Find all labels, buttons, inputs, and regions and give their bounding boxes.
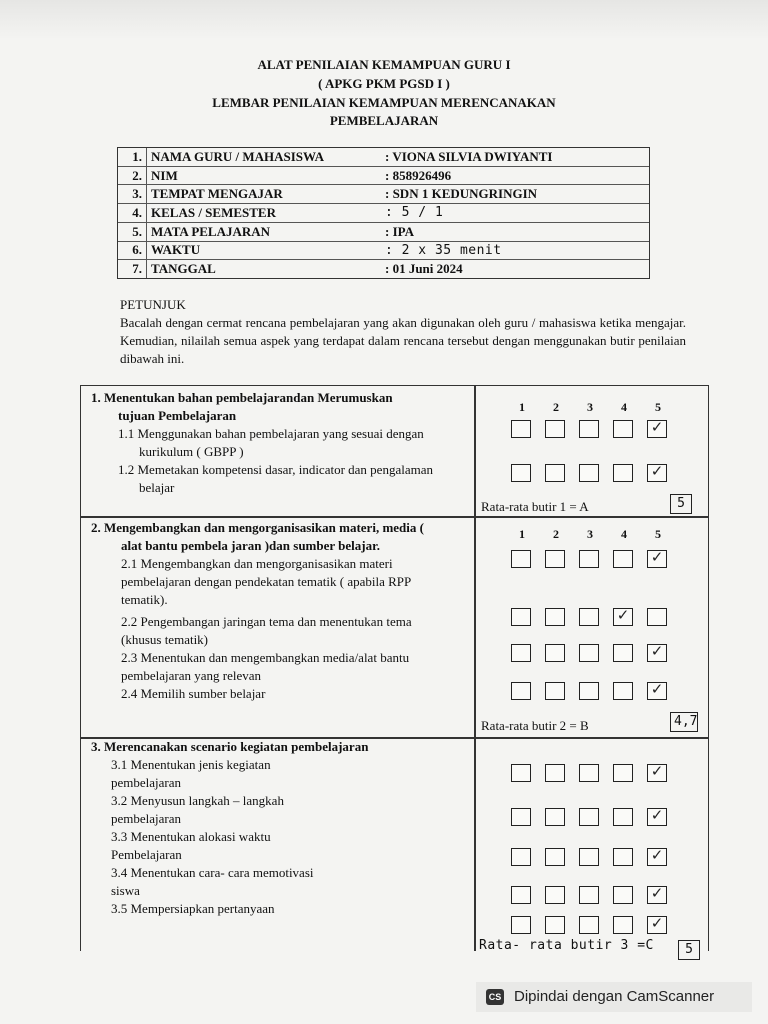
- item-3-1: 3.1 Menentukan jenis kegiatan: [111, 757, 271, 772]
- camscanner-logo-icon: CS: [486, 989, 504, 1005]
- score-checkbox[interactable]: [545, 916, 565, 934]
- info-label: TEMPAT MENGAJAR: [147, 185, 382, 204]
- score-checkbox[interactable]: [511, 808, 531, 826]
- info-num: 5.: [118, 222, 147, 241]
- item-2-3-cont: pembelajaran yang relevan: [121, 668, 262, 683]
- check-mark-icon: ✓: [650, 762, 664, 780]
- score-checkbox[interactable]: [613, 764, 633, 782]
- score-checkbox[interactable]: [613, 808, 633, 826]
- info-row: [118, 241, 649, 260]
- score-checkbox[interactable]: [511, 682, 531, 700]
- score-checkbox[interactable]: [647, 916, 667, 934]
- camscanner-watermark: [476, 982, 752, 1012]
- info-row: [118, 260, 649, 278]
- instructions-title: PETUNJUK: [120, 297, 186, 312]
- score-checkbox[interactable]: [545, 550, 565, 568]
- item-3-2-cont: pembelajaran: [111, 811, 182, 826]
- score-checkbox[interactable]: [545, 608, 565, 626]
- scale-label: 3: [587, 527, 593, 541]
- score-checkbox[interactable]: [511, 464, 531, 482]
- assessment-grid: [80, 385, 709, 957]
- check-mark-icon: ✓: [616, 606, 630, 624]
- info-row: [118, 166, 649, 185]
- info-label: TANGGAL: [151, 261, 216, 277]
- item-3-4: 3.4 Menentukan cara- cara memotivasi: [111, 865, 314, 880]
- section-1: [91, 389, 471, 497]
- instructions-text: Bacalah dengan cermat rencana pembelajaran yang akan digunakan oleh guru / mahasiswa ketika mengajar. Kemudian, nilailah semua aspek yang terdapat dalam rencana tersebut dengan menggunakan butir penilaian dibawah ini.: [120, 315, 686, 366]
- average-value-b: 4,7: [670, 712, 698, 732]
- info-num: 4.: [118, 204, 147, 223]
- scale-label: 1: [519, 527, 525, 541]
- scale-label: 5: [655, 400, 661, 414]
- check-mark-icon: ✓: [650, 914, 664, 932]
- item-1-1: 1.1 Menggunakan bahan pembelajaran yang sesuai dengan: [118, 426, 424, 441]
- info-num: 7.: [118, 260, 147, 278]
- score-checkbox[interactable]: [511, 764, 531, 782]
- score-checkbox[interactable]: [545, 808, 565, 826]
- info-row: [118, 185, 649, 204]
- score-checkbox[interactable]: [613, 916, 633, 934]
- info-value: : VIONA SILVIA DWIYANTI: [381, 148, 649, 166]
- info-value: : SDN 1 KEDUNGRINGIN: [381, 185, 649, 204]
- average-label-c: Rata- rata butir 3 =C: [479, 938, 654, 953]
- doc-title-line1: ALAT PENILAIAN KEMAMPUAN GURU I: [257, 57, 511, 72]
- info-label: KELAS / SEMESTER: [147, 204, 382, 223]
- section-2: [91, 519, 471, 703]
- score-checkbox[interactable]: [511, 420, 531, 438]
- score-checkbox[interactable]: [579, 848, 599, 866]
- section-1-title: 1. Menentukan bahan pembelajarandan Merumuskan: [91, 390, 393, 405]
- item-1-2-cont: belajar: [139, 480, 175, 495]
- check-mark-icon: ✓: [650, 642, 664, 660]
- check-mark-icon: ✓: [650, 846, 664, 864]
- column-divider: [474, 386, 476, 951]
- info-value: : 01 Juni 2024: [385, 261, 463, 277]
- info-label: MATA PELAJARAN: [147, 222, 382, 241]
- info-label: NAMA GURU / MAHASISWA: [147, 148, 382, 166]
- check-mark-icon: ✓: [650, 548, 664, 566]
- info-num: 6.: [118, 241, 147, 260]
- score-checkbox[interactable]: [545, 644, 565, 662]
- section-2-title-cont: alat bantu pembela jaran )dan sumber belajar.: [121, 538, 380, 553]
- score-checkbox[interactable]: [511, 644, 531, 662]
- scale-label: 3: [587, 400, 593, 414]
- check-mark-icon: ✓: [650, 462, 664, 480]
- section-3: [91, 738, 471, 918]
- doc-title-line3: LEMBAR PENILAIAN KEMAMPUAN MERENCANAKAN: [212, 95, 556, 110]
- score-checkbox[interactable]: [647, 608, 667, 626]
- scale-label: 4: [621, 400, 627, 414]
- score-checkbox[interactable]: [545, 848, 565, 866]
- score-checkbox[interactable]: [647, 644, 667, 662]
- item-3-5: 3.5 Mempersiapkan pertanyaan: [111, 901, 275, 916]
- score-checkbox[interactable]: [613, 550, 633, 568]
- check-mark-icon: ✓: [650, 806, 664, 824]
- score-checkbox[interactable]: [579, 916, 599, 934]
- section-divider: [81, 516, 708, 518]
- check-mark-icon: ✓: [650, 884, 664, 902]
- score-checkbox[interactable]: [579, 808, 599, 826]
- score-checkbox[interactable]: [545, 682, 565, 700]
- item-3-3-cont: Pembelajaran: [111, 847, 182, 862]
- score-checkbox[interactable]: [579, 464, 599, 482]
- scale-label: 4: [621, 527, 627, 541]
- camscanner-text: Dipindai dengan CamScanner: [514, 988, 715, 1005]
- identity-table: [117, 147, 650, 279]
- section-2-title: 2. Mengembangkan dan mengorganisasikan materi, media (: [91, 520, 424, 535]
- check-mark-icon: ✓: [650, 680, 664, 698]
- item-2-2: 2.2 Pengembangan jaringan tema dan menentukan tema: [121, 614, 412, 629]
- score-checkbox[interactable]: [545, 764, 565, 782]
- scale-label: 1: [519, 400, 525, 414]
- score-checkbox[interactable]: [545, 886, 565, 904]
- info-num: 1.: [118, 148, 147, 166]
- score-checkbox[interactable]: [579, 550, 599, 568]
- item-3-2: 3.2 Menyusun langkah – langkah: [111, 793, 284, 808]
- score-checkbox[interactable]: [613, 644, 633, 662]
- info-label: NIM: [147, 166, 382, 185]
- scale-label: 2: [553, 527, 559, 541]
- score-checkbox[interactable]: [579, 420, 599, 438]
- score-checkbox[interactable]: [613, 886, 633, 904]
- info-row: [118, 222, 649, 241]
- info-row: [118, 204, 649, 223]
- item-3-3: 3.3 Menentukan alokasi waktu: [111, 829, 271, 844]
- score-checkbox[interactable]: [545, 464, 565, 482]
- score-checkbox[interactable]: [647, 550, 667, 568]
- info-value: : 2 x 35 menit: [381, 241, 649, 260]
- section-3-title: 3. Merencanakan scenario kegiatan pembelajaran: [91, 739, 369, 754]
- score-checkbox[interactable]: [613, 682, 633, 700]
- score-checkbox[interactable]: [579, 764, 599, 782]
- score-checkbox[interactable]: [511, 916, 531, 934]
- item-2-2-cont: (khusus tematik): [121, 632, 209, 647]
- score-checkbox[interactable]: [613, 420, 633, 438]
- item-2-3: 2.3 Menentukan dan mengembangkan media/alat bantu: [121, 650, 410, 665]
- item-2-1: 2.1 Mengembangkan dan mengorganisasikan materi: [121, 556, 393, 571]
- score-checkbox[interactable]: [511, 550, 531, 568]
- score-checkbox[interactable]: [511, 608, 531, 626]
- item-3-4-cont: siswa: [111, 883, 140, 898]
- average-label-a: Rata-rata butir 1 = A: [481, 499, 589, 514]
- info-num: 3.: [118, 185, 147, 204]
- info-row: [118, 148, 649, 166]
- top-edge-shadow: [0, 0, 768, 40]
- item-2-1-cont2: tematik).: [121, 592, 168, 607]
- info-num: 2.: [118, 166, 147, 185]
- instructions: [120, 296, 686, 368]
- average-label-b: Rata-rata butir 2 = B: [481, 718, 589, 733]
- item-2-4: 2.4 Memilih sumber belajar: [121, 686, 266, 701]
- doc-title-line2: ( APKG PKM PGSD I ): [318, 76, 450, 91]
- score-checkbox[interactable]: [579, 682, 599, 700]
- info-value: : IPA: [381, 222, 649, 241]
- average-value-c: 5: [678, 940, 700, 960]
- score-checkbox[interactable]: [647, 420, 667, 438]
- info-label: WAKTU: [147, 241, 382, 260]
- score-checkbox[interactable]: [647, 886, 667, 904]
- scale-label: 5: [655, 527, 661, 541]
- score-checkbox[interactable]: [579, 644, 599, 662]
- item-3-1-cont: pembelajaran: [111, 775, 182, 790]
- scale-label: 2: [553, 400, 559, 414]
- score-checkbox[interactable]: [647, 464, 667, 482]
- info-value: : 5 / 1: [381, 204, 649, 223]
- score-checkbox[interactable]: [647, 682, 667, 700]
- score-checkbox[interactable]: [647, 848, 667, 866]
- doc-title-line4: PEMBELAJARAN: [329, 113, 439, 128]
- item-1-2: 1.2 Memetakan kompetensi dasar, indicator dan pengalaman: [118, 462, 433, 477]
- average-value-a: 5: [670, 494, 692, 514]
- score-checkbox[interactable]: [579, 608, 599, 626]
- info-value: : 858926496: [381, 166, 649, 185]
- item-2-1-cont: pembelajaran dengan pendekatan tematik ( apabila RPP: [121, 574, 412, 589]
- section-1-title-cont: tujuan Pembelajaran: [118, 408, 237, 423]
- score-checkbox[interactable]: [613, 608, 633, 626]
- score-checkbox[interactable]: [613, 464, 633, 482]
- score-checkbox[interactable]: [545, 420, 565, 438]
- item-1-1-cont: kurikulum ( GBPP ): [139, 444, 244, 459]
- score-checkbox[interactable]: [511, 848, 531, 866]
- score-checkbox[interactable]: [647, 808, 667, 826]
- score-checkbox[interactable]: [579, 886, 599, 904]
- score-checkbox[interactable]: [511, 886, 531, 904]
- check-mark-icon: ✓: [650, 418, 664, 436]
- score-checkbox[interactable]: [647, 764, 667, 782]
- score-checkbox[interactable]: [613, 848, 633, 866]
